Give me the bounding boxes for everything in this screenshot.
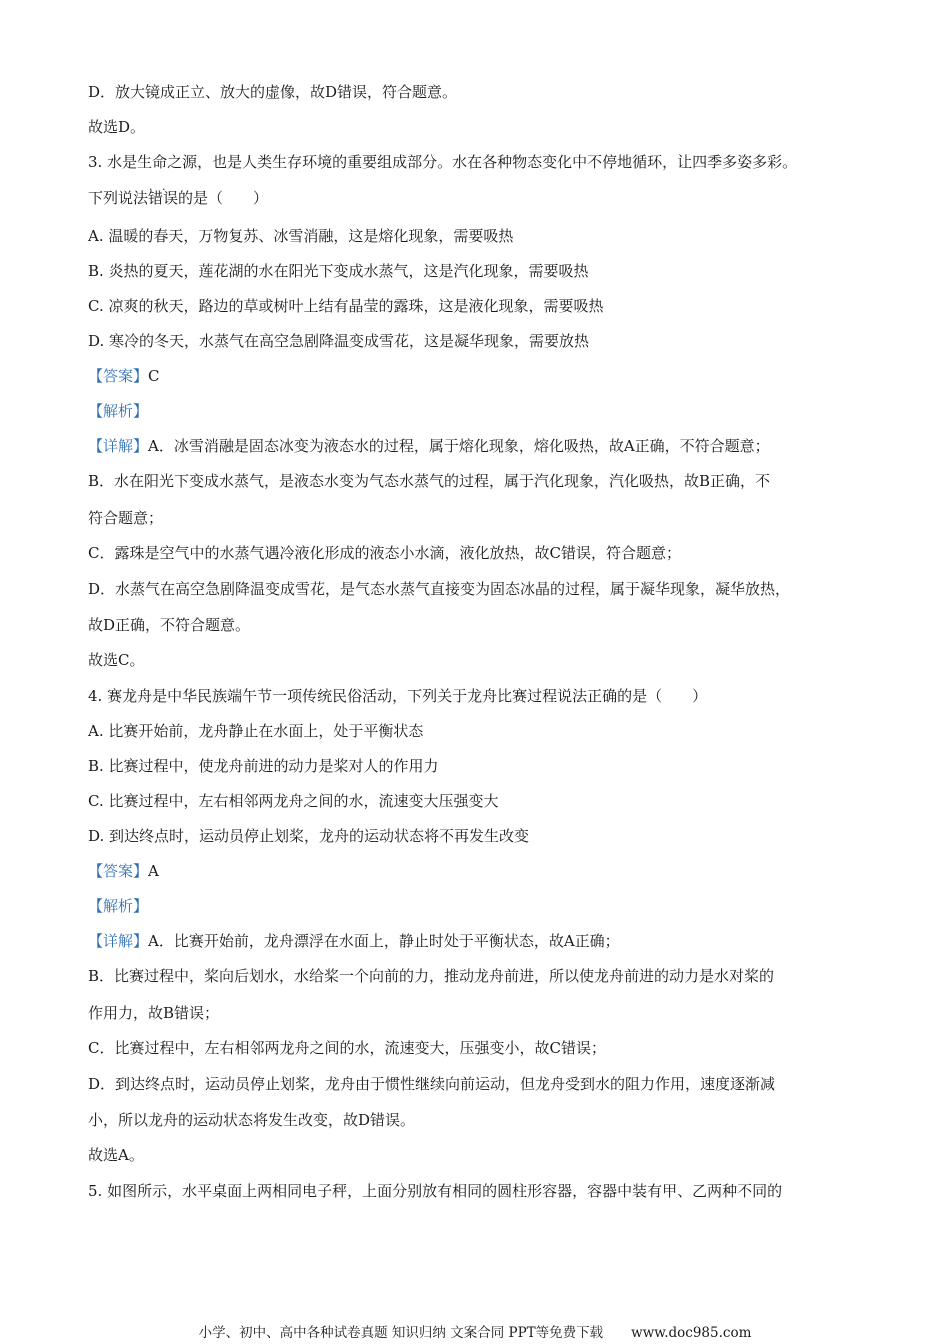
option-c: C. 凉爽的秋天，路边的草或树叶上结有晶莹的露珠，这是液化现象，需要吸热 (88, 297, 604, 315)
detail-line: D．到达终点时，运动员停止划桨，龙舟由于惯性继续向前运动，但龙舟受到水的阻力作用，速度逐渐减 (88, 1075, 776, 1093)
detail-line (88, 931, 620, 951)
conclusion-line: 故选A。 (88, 1146, 144, 1164)
detail-line: C．比赛过程中，左右相邻两龙舟之间的水，流速变大，压强变小，故C错误； (88, 1039, 606, 1057)
detail-tag: 【详解】 (88, 437, 149, 455)
detail-line: 小，所以龙舟的运动状态将发生改变，故D错误。 (88, 1111, 416, 1129)
option-b: B. 炎热的夏天，莲花湖的水在阳光下变成水蒸气，这是汽化现象，需要吸热 (88, 262, 589, 280)
option-d: D. 到达终点时，运动员停止划桨，龙舟的运动状态将不再发生改变 (88, 827, 530, 845)
detail-tag: 【详解】 (88, 932, 149, 950)
answer-line (88, 861, 159, 881)
detail-line: 故D正确，不符合题意。 (88, 616, 251, 634)
conclusion-line: 故选C。 (88, 651, 145, 669)
detail-line: 符合题意； (88, 509, 164, 527)
analysis-tag: 【解析】 (88, 402, 149, 420)
answer-tag: 【答案】 (88, 367, 149, 385)
text-line: 故选D。 (88, 118, 146, 136)
detail-text: A．比赛开始前，龙舟漂浮在水面上，静止时处于平衡状态，故A正确； (148, 932, 620, 950)
option-a: A. 温暖的春天，万物复苏、冰雪消融，这是熔化现象，需要吸热 (88, 227, 514, 245)
detail-line: 作用力，故B错误； (88, 1004, 220, 1022)
text-line: D．放大镜成正立、放大的虚像，故D错误，符合题意。 (88, 83, 458, 101)
option-d: D. 寒冷的冬天，水蒸气在高空急剧降温变成雪花，这是凝华现象，需要放热 (88, 332, 590, 350)
footer-text: 小学、初中、高中各种试卷真题 知识归纳 文案合同 PPT等免费下载 (198, 1325, 604, 1341)
detail-line: B．比赛过程中，桨向后划水，水给桨一个向前的力，推动龙舟前进，所以使龙舟前进的动力是水对桨的 (88, 967, 775, 985)
stem-text: 的是（ ） (178, 189, 269, 207)
detail-text: A．冰雪消融是固态冰变为液态水的过程，属于熔化现象，熔化吸热，故A正确，不符合题意； (148, 437, 770, 455)
option-a: A. 比赛开始前，龙舟静止在水面上，处于平衡状态 (88, 722, 424, 740)
answer-value: A (148, 862, 159, 880)
question-3-stem: 3. 水是生命之源，也是人类生存环境的重要组成部分。水在各种物态变化中不停地循环，让四季多姿多彩。 (88, 153, 798, 171)
detail-line: C．露珠是空气中的水蒸气遇冷液化形成的液态小水滴，液化放热，故C错误，符合题意； (88, 544, 681, 562)
emphasis-mark: · · 错误 (148, 189, 178, 207)
footer-site-link[interactable]: www.doc985.com (631, 1325, 752, 1341)
detail-line: B．水在阳光下变成水蒸气，是液态水变为气态水蒸气的过程，属于汽化现象，汽化吸热，故B正确，不 (88, 472, 771, 490)
answer-value: C (148, 367, 160, 385)
analysis-tag: 【解析】 (88, 897, 149, 915)
question-4-stem: 4. 赛龙舟是中华民族端午节一项传统民俗活动，下列关于龙舟比赛过程说法正确的是（ ） (88, 687, 708, 705)
answer-line (88, 366, 160, 386)
detail-line: D．水蒸气在高空急剧降温变成雪花，是气态水蒸气直接变为固态冰晶的过程，属于凝华现象，凝华放热， (88, 580, 791, 598)
stem-text: 下列说法 (88, 189, 149, 207)
answer-tag: 【答案】 (88, 862, 149, 880)
detail-line (88, 436, 770, 456)
option-b: B. 比赛过程中，使龙舟前进的动力是桨对人的作用力 (88, 757, 439, 775)
page-footer (0, 1324, 950, 1342)
option-c: C. 比赛过程中，左右相邻两龙舟之间的水，流速变大压强变大 (88, 792, 499, 810)
question-5-stem: 5. 如图所示，水平桌面上两相同电子秤，上面分别放有相同的圆柱形容器，容器中装有甲、乙两种不同的 (88, 1182, 783, 1200)
question-3-stem-line2 (88, 188, 268, 208)
